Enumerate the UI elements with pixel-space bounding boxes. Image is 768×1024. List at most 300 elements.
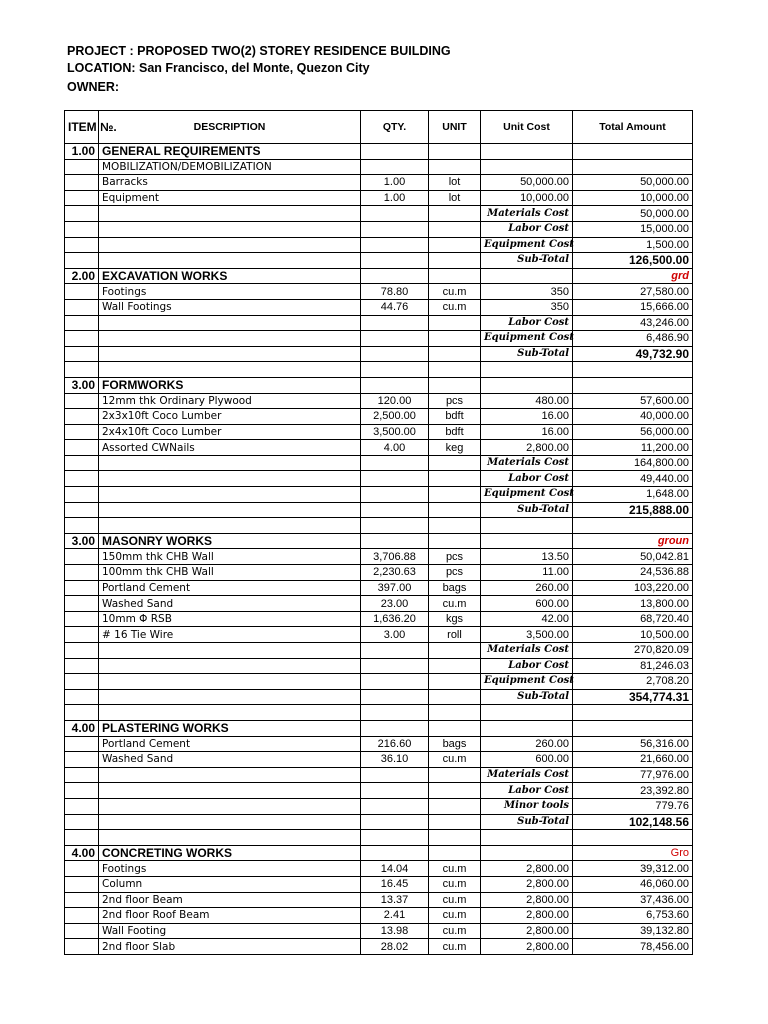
cell-item-no: [65, 190, 99, 206]
cell-description: Portland Cement: [99, 580, 361, 596]
cell-total-amount: 56,000.00: [573, 424, 693, 440]
subtotal-row: [65, 253, 693, 269]
cell-quantity: [361, 518, 429, 534]
cell-total-amount: 102,148.56: [573, 814, 693, 830]
cell-description: [99, 253, 361, 269]
cell-total-amount: 49,732.90: [573, 346, 693, 362]
cell-description: FORMWORKS: [99, 377, 361, 393]
cell-description: Footings: [99, 284, 361, 300]
table-row: [65, 752, 693, 768]
cell-unit-cost: Minor tools: [481, 798, 573, 814]
cell-unit: bags: [429, 580, 481, 596]
col-header-qty: QTY.: [361, 111, 429, 144]
cell-quantity: [361, 798, 429, 814]
cell-unit: [429, 533, 481, 549]
cell-unit: cu.m: [429, 284, 481, 300]
cell-item-no: 2.00: [65, 268, 99, 284]
cell-total-amount: 27,580.00: [573, 284, 693, 300]
section-header-row: [65, 720, 693, 736]
cell-unit: [429, 814, 481, 830]
cell-item-no: [65, 362, 99, 378]
cell-unit-cost: Sub-Total: [481, 346, 573, 362]
cell-unit: [429, 487, 481, 503]
cell-quantity: [361, 144, 429, 160]
cell-quantity: 4.00: [361, 440, 429, 456]
cell-unit: cu.m: [429, 299, 481, 315]
cell-unit-cost: 2,800.00: [481, 939, 573, 955]
cell-unit-cost: 10,000.00: [481, 190, 573, 206]
cell-unit: kgs: [429, 611, 481, 627]
cell-unit-cost: Labor Cost: [481, 471, 573, 487]
cell-total-amount: 779.76: [573, 798, 693, 814]
cell-total-amount: 11,200.00: [573, 440, 693, 456]
cell-unit-cost: Sub-Total: [481, 814, 573, 830]
cell-item-no: [65, 830, 99, 846]
cell-unit-cost: [481, 518, 573, 534]
cell-item-no: [65, 315, 99, 331]
cell-quantity: 16.45: [361, 876, 429, 892]
cell-unit-cost: Equipment Cost: [481, 331, 573, 347]
cell-unit: [429, 268, 481, 284]
cell-quantity: [361, 643, 429, 659]
cell-quantity: [361, 206, 429, 222]
cell-unit-cost: Equipment Cost: [481, 487, 573, 503]
cell-description: Footings: [99, 861, 361, 877]
cell-unit: [429, 705, 481, 721]
cell-description: 100mm thk CHB Wall: [99, 565, 361, 581]
project-owner: OWNER:: [67, 80, 120, 94]
section-header-row: [65, 268, 693, 284]
cell-description: Wall Footing: [99, 923, 361, 939]
cell-item-no: [65, 908, 99, 924]
table-row: [65, 409, 693, 425]
cell-unit: [429, 471, 481, 487]
cell-item-no: [65, 159, 99, 175]
cell-total-amount: 50,042.81: [573, 549, 693, 565]
cost-summary-row: [65, 206, 693, 222]
table-row: [65, 939, 693, 955]
cell-unit: [429, 253, 481, 269]
cell-unit: [429, 518, 481, 534]
cell-unit-cost: Labor Cost: [481, 221, 573, 237]
cell-total-amount: 6,753.60: [573, 908, 693, 924]
cell-quantity: [361, 471, 429, 487]
table-row: [65, 299, 693, 315]
subtotal-row: [65, 346, 693, 362]
cell-description: [99, 705, 361, 721]
cell-quantity: [361, 331, 429, 347]
cell-description: [99, 814, 361, 830]
cell-unit-cost: 600.00: [481, 752, 573, 768]
cell-unit-cost: 3,500.00: [481, 627, 573, 643]
cell-unit-cost: Sub-Total: [481, 253, 573, 269]
blank-row: [65, 830, 693, 846]
cell-total-amount: 78,456.00: [573, 939, 693, 955]
cell-item-no: [65, 939, 99, 955]
cell-total-amount: [573, 377, 693, 393]
blank-row: [65, 518, 693, 534]
cell-unit: pcs: [429, 565, 481, 581]
cell-unit: [429, 767, 481, 783]
table-row: [65, 627, 693, 643]
cell-quantity: 23.00: [361, 596, 429, 612]
cell-unit-cost: 42.00: [481, 611, 573, 627]
cell-unit: [429, 689, 481, 705]
cell-unit: [429, 502, 481, 518]
cell-description: [99, 362, 361, 378]
cell-total-amount: [573, 830, 693, 846]
cell-item-no: [65, 299, 99, 315]
cell-total-amount: [573, 720, 693, 736]
cell-total-amount: grd: [573, 268, 693, 284]
cell-unit: [429, 377, 481, 393]
cell-quantity: [361, 658, 429, 674]
cell-description: Equipment: [99, 190, 361, 206]
cell-item-no: [65, 253, 99, 269]
cell-quantity: [361, 346, 429, 362]
cost-summary-row: [65, 783, 693, 799]
cell-description: Column: [99, 876, 361, 892]
cell-description: [99, 518, 361, 534]
cell-unit-cost: [481, 845, 573, 861]
cell-description: GENERAL REQUIREMENTS: [99, 144, 361, 160]
cell-item-no: [65, 393, 99, 409]
cell-unit: lot: [429, 175, 481, 191]
cost-summary-row: [65, 798, 693, 814]
cell-unit: [429, 455, 481, 471]
cell-unit: [429, 362, 481, 378]
cell-total-amount: 10,000.00: [573, 190, 693, 206]
cell-item-no: [65, 736, 99, 752]
cost-summary-row: [65, 221, 693, 237]
cell-total-amount: 2,708.20: [573, 674, 693, 690]
cell-unit-cost: 2,800.00: [481, 908, 573, 924]
cell-item-no: [65, 331, 99, 347]
cell-unit-cost: Sub-Total: [481, 689, 573, 705]
cell-description: 2x4x10ft Coco Lumber: [99, 424, 361, 440]
table-row: [65, 159, 693, 175]
cell-quantity: 1,636.20: [361, 611, 429, 627]
cell-unit: keg: [429, 440, 481, 456]
cell-quantity: [361, 487, 429, 503]
cell-unit-cost: 600.00: [481, 596, 573, 612]
table-row: [65, 440, 693, 456]
cell-description: Washed Sand: [99, 596, 361, 612]
cell-item-no: [65, 549, 99, 565]
cell-item-no: [65, 798, 99, 814]
cell-item-no: [65, 565, 99, 581]
cell-total-amount: Gro: [573, 845, 693, 861]
cell-description: 2nd floor Roof Beam: [99, 908, 361, 924]
cell-total-amount: 1,500.00: [573, 237, 693, 253]
cell-unit-cost: 16.00: [481, 409, 573, 425]
cell-quantity: [361, 237, 429, 253]
cell-description: [99, 658, 361, 674]
cell-unit-cost: 480.00: [481, 393, 573, 409]
cell-item-no: [65, 221, 99, 237]
cell-description: Assorted CWNails: [99, 440, 361, 456]
cell-unit: [429, 159, 481, 175]
cost-summary-row: [65, 643, 693, 659]
cell-description: [99, 767, 361, 783]
blank-row: [65, 362, 693, 378]
cell-total-amount: 1,648.00: [573, 487, 693, 503]
project-title: PROJECT : PROPOSED TWO(2) STOREY RESIDENCE BUILDING: [67, 44, 451, 58]
cell-quantity: 28.02: [361, 939, 429, 955]
cell-total-amount: 164,800.00: [573, 455, 693, 471]
cell-unit-cost: 350: [481, 284, 573, 300]
cell-item-no: [65, 611, 99, 627]
table-row: [65, 284, 693, 300]
cell-description: [99, 471, 361, 487]
cell-total-amount: [573, 362, 693, 378]
cell-unit-cost: 50,000.00: [481, 175, 573, 191]
cell-unit: cu.m: [429, 596, 481, 612]
cell-quantity: 3.00: [361, 627, 429, 643]
cell-total-amount: 24,536.88: [573, 565, 693, 581]
cell-item-no: [65, 876, 99, 892]
cell-description: Washed Sand: [99, 752, 361, 768]
subtotal-row: [65, 689, 693, 705]
cost-summary-row: [65, 767, 693, 783]
cell-unit: [429, 783, 481, 799]
cell-description: MOBILIZATION/DEMOBILIZATION: [99, 159, 361, 175]
cell-quantity: [361, 830, 429, 846]
cell-unit: bdft: [429, 424, 481, 440]
cell-unit: [429, 720, 481, 736]
cell-unit-cost: [481, 159, 573, 175]
cell-item-no: [65, 175, 99, 191]
cell-unit-cost: [481, 705, 573, 721]
cell-quantity: [361, 268, 429, 284]
cell-quantity: 216.60: [361, 736, 429, 752]
cell-quantity: 13.37: [361, 892, 429, 908]
cell-description: PLASTERING WORKS: [99, 720, 361, 736]
cell-item-no: 4.00: [65, 845, 99, 861]
cell-unit-cost: Labor Cost: [481, 658, 573, 674]
cell-item-no: 1.00: [65, 144, 99, 160]
cell-total-amount: 21,660.00: [573, 752, 693, 768]
cell-unit-cost: 260.00: [481, 580, 573, 596]
cost-summary-row: [65, 315, 693, 331]
table-row: [65, 892, 693, 908]
table-row: [65, 424, 693, 440]
table-row: [65, 611, 693, 627]
cell-item-no: [65, 487, 99, 503]
cell-unit: cu.m: [429, 908, 481, 924]
cell-quantity: [361, 502, 429, 518]
cell-quantity: [361, 455, 429, 471]
cell-item-no: [65, 424, 99, 440]
cell-total-amount: 68,720.40: [573, 611, 693, 627]
cell-item-no: [65, 284, 99, 300]
cell-unit: [429, 643, 481, 659]
cell-item-no: [65, 861, 99, 877]
table-row: [65, 861, 693, 877]
cell-description: Portland Cement: [99, 736, 361, 752]
project-location: LOCATION: San Francisco, del Monte, Quezon City: [67, 61, 370, 75]
col-header-description: DESCRIPTION: [99, 111, 361, 144]
cell-item-no: [65, 674, 99, 690]
cell-item-no: 3.00: [65, 377, 99, 393]
cell-quantity: [361, 377, 429, 393]
cell-quantity: 13.98: [361, 923, 429, 939]
cell-quantity: [361, 159, 429, 175]
cell-total-amount: 49,440.00: [573, 471, 693, 487]
cell-unit: pcs: [429, 549, 481, 565]
table-header-row: [65, 111, 693, 144]
cell-item-no: 4.00: [65, 720, 99, 736]
blank-row: [65, 705, 693, 721]
cell-unit-cost: [481, 377, 573, 393]
cell-item-no: [65, 689, 99, 705]
cell-description: [99, 643, 361, 659]
cell-description: [99, 502, 361, 518]
cell-unit-cost: [481, 362, 573, 378]
cell-item-no: [65, 471, 99, 487]
cell-unit: lot: [429, 190, 481, 206]
cell-unit-cost: 2,800.00: [481, 923, 573, 939]
cell-unit: cu.m: [429, 876, 481, 892]
cost-summary-row: [65, 674, 693, 690]
cell-item-no: [65, 767, 99, 783]
cell-description: [99, 830, 361, 846]
cell-quantity: 120.00: [361, 393, 429, 409]
cell-total-amount: 39,312.00: [573, 861, 693, 877]
cell-unit: cu.m: [429, 752, 481, 768]
cell-total-amount: [573, 705, 693, 721]
cell-description: [99, 674, 361, 690]
cell-total-amount: 270,820.09: [573, 643, 693, 659]
cell-quantity: 3,706.88: [361, 549, 429, 565]
cell-total-amount: 56,316.00: [573, 736, 693, 752]
cell-unit: [429, 798, 481, 814]
cell-item-no: [65, 596, 99, 612]
cell-quantity: 36.10: [361, 752, 429, 768]
cell-total-amount: 6,486.90: [573, 331, 693, 347]
cell-total-amount: 23,392.80: [573, 783, 693, 799]
cell-quantity: [361, 689, 429, 705]
cell-unit-cost: 2,800.00: [481, 876, 573, 892]
cell-total-amount: 15,666.00: [573, 299, 693, 315]
cell-total-amount: groun: [573, 533, 693, 549]
cell-unit: cu.m: [429, 923, 481, 939]
cell-unit-cost: 350: [481, 299, 573, 315]
cell-unit: [429, 221, 481, 237]
cell-description: # 16 Tie Wire: [99, 627, 361, 643]
cell-item-no: [65, 346, 99, 362]
cell-unit-cost: 260.00: [481, 736, 573, 752]
cell-quantity: [361, 362, 429, 378]
cell-description: Barracks: [99, 175, 361, 191]
cell-quantity: 14.04: [361, 861, 429, 877]
cell-quantity: [361, 533, 429, 549]
cost-summary-row: [65, 331, 693, 347]
cell-unit: [429, 674, 481, 690]
section-header-row: [65, 845, 693, 861]
cell-unit: cu.m: [429, 939, 481, 955]
cell-total-amount: 215,888.00: [573, 502, 693, 518]
cell-unit-cost: Equipment Cost: [481, 237, 573, 253]
cell-unit-cost: Materials Cost: [481, 455, 573, 471]
cell-quantity: [361, 253, 429, 269]
cell-unit-cost: Equipment Cost: [481, 674, 573, 690]
cell-total-amount: 354,774.31: [573, 689, 693, 705]
cell-total-amount: 13,800.00: [573, 596, 693, 612]
cell-unit-cost: [481, 144, 573, 160]
cell-item-no: [65, 440, 99, 456]
col-header-unit-cost: Unit Cost: [481, 111, 573, 144]
cell-unit: pcs: [429, 393, 481, 409]
cell-quantity: [361, 221, 429, 237]
cost-summary-row: [65, 487, 693, 503]
cell-unit-cost: 2,800.00: [481, 440, 573, 456]
cell-quantity: 2,230.63: [361, 565, 429, 581]
section-header-row: [65, 377, 693, 393]
cell-description: 150mm thk CHB Wall: [99, 549, 361, 565]
cell-item-no: [65, 206, 99, 222]
cell-description: 2x3x10ft Coco Lumber: [99, 409, 361, 425]
cell-quantity: [361, 845, 429, 861]
cell-unit-cost: 16.00: [481, 424, 573, 440]
cost-summary-row: [65, 237, 693, 253]
cell-unit-cost: Labor Cost: [481, 315, 573, 331]
cell-quantity: 44.76: [361, 299, 429, 315]
cell-item-no: [65, 783, 99, 799]
table-row: [65, 393, 693, 409]
table-row: [65, 175, 693, 191]
cell-quantity: [361, 705, 429, 721]
col-header-total-amount: Total Amount: [573, 111, 693, 144]
cell-unit-cost: 2,800.00: [481, 861, 573, 877]
cell-description: EXCAVATION WORKS: [99, 268, 361, 284]
cell-item-no: [65, 518, 99, 534]
cell-quantity: [361, 814, 429, 830]
cell-description: 12mm thk Ordinary Plywood: [99, 393, 361, 409]
cell-item-no: [65, 923, 99, 939]
table-row: [65, 565, 693, 581]
cell-unit-cost: 11.00: [481, 565, 573, 581]
cell-item-no: [65, 814, 99, 830]
cell-quantity: 2,500.00: [361, 409, 429, 425]
table-row: [65, 190, 693, 206]
cell-unit: [429, 830, 481, 846]
cell-total-amount: 10,500.00: [573, 627, 693, 643]
cell-unit-cost: 13.50: [481, 549, 573, 565]
cell-total-amount: 103,220.00: [573, 580, 693, 596]
cell-total-amount: 40,000.00: [573, 409, 693, 425]
cell-item-no: [65, 455, 99, 471]
subtotal-row: [65, 814, 693, 830]
table-row: [65, 908, 693, 924]
cell-description: Wall Footings: [99, 299, 361, 315]
cell-description: [99, 783, 361, 799]
cell-unit-cost: Materials Cost: [481, 643, 573, 659]
table-row: [65, 580, 693, 596]
subtotal-row: [65, 502, 693, 518]
cell-total-amount: 37,436.00: [573, 892, 693, 908]
cell-unit: [429, 658, 481, 674]
cell-quantity: [361, 315, 429, 331]
cell-unit: cu.m: [429, 861, 481, 877]
cell-unit: roll: [429, 627, 481, 643]
cell-description: [99, 346, 361, 362]
cell-unit-cost: [481, 533, 573, 549]
cell-description: 10mm Φ RSB: [99, 611, 361, 627]
cell-unit: [429, 237, 481, 253]
cell-description: [99, 689, 361, 705]
cell-total-amount: 46,060.00: [573, 876, 693, 892]
